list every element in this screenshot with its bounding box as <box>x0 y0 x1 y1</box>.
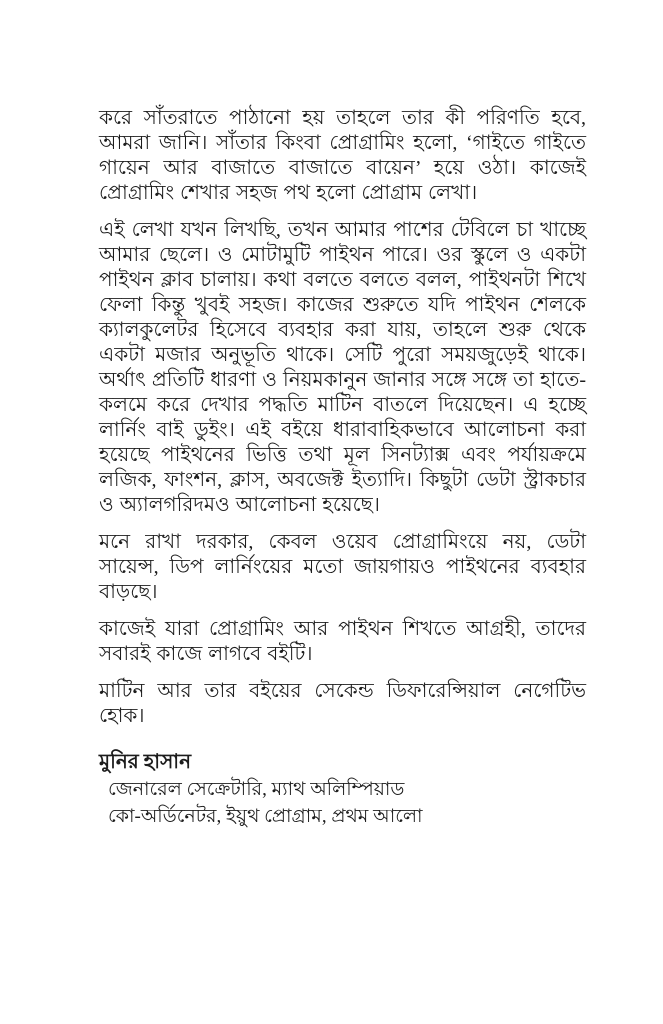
paragraph-2: এই লেখা যখন লিখছি, তখন আমার পাশের টেবিলে চা খাচ্ছে আমার ছেলে। ও মোটামুটি পাইথন পারে। ওর স্কুলে ও একটা পাইথন ক্লাব চালায়। কথা বলতে বলতে বলল, পাইথনটা শিখে ফেলা কিন্তু খুবই সহজ। কাজের শুরুতে যদি পাইথন শেলকে ক্যালকুলেটর হিসেবে ব্যবহার করা যায়, তাহলে শুরু থেকে একটা মজার অনুভূতি থাকে। সেটি পুরো সময়জুড়েই থাকে। অর্থাৎ প্রতিটি ধারণা ও নিয়মকানুন জানার সঙ্গে সঙ্গে তা হাতে-কলমে করে দেখার পদ্ধতি মাটিন বাতলে দিয়েছেন। এ হচ্ছে লার্নিং বাই ডুইং। এই বইয়ে ধারাবাহিকভাবে আলোচনা করা হয়েছে পাইথনের ভিত্তি তথা মূল সিনট্যাক্স এবং পর্যায়ক্রমে লজিক, ফাংশন, ক্লাস, অবজেক্ট ইত্যাদি। কিছুটা ডেটা স্ট্রাকচার ও অ্যালগরিদমও আলোচনা হয়েছে। <box>99 219 586 516</box>
signature-title-line-2: কো-অর্ডিনেটর, ইয়ুথ প্রোগ্রাম, প্রথম আলো <box>108 806 423 827</box>
signature-name: মুনির হাসান <box>99 751 192 773</box>
paragraph-4: কাজেই যারা প্রোগ্রামিং আর পাইথন শিখতে আগ্রহী, তাদের সবারই কাজে লাগবে বইটি। <box>99 618 586 665</box>
paragraph-1: করে সাঁতরাতে পাঠানো হয় তাহলে তার কী পরিণতি হবে, আমরা জানি। সাঁতার কিংবা প্রোগ্রামিং হলো, ‘গাইতে গাইতে গায়েন আর বাজাতে বাজাতে বায়েন’ হয়ে ওঠা। কাজেই প্রোগ্রামিং শেখার সহজ পথ হলো প্রোগ্রাম লেখা। <box>99 107 586 204</box>
signature-block <box>99 749 586 830</box>
signature-title-line-1: জেনারেল সেক্রেটারি, ম্যাথ অলিম্পিয়াড <box>108 779 405 800</box>
text-block <box>99 106 586 830</box>
paragraph-5: মাটিন আর তার বইয়ের সেকেন্ড ডিফারেন্সিয়াল নেগেটিভ হোক। <box>99 680 586 727</box>
paragraph-3: মনে রাখা দরকার, কেবল ওয়েব প্রোগ্রামিংয়ে নয়, ডেটা সায়েন্স, ডিপ লার্নিংয়ের মতো জায়গায়ও পাইথনের ব্যবহার বাড়ছে। <box>99 531 586 603</box>
